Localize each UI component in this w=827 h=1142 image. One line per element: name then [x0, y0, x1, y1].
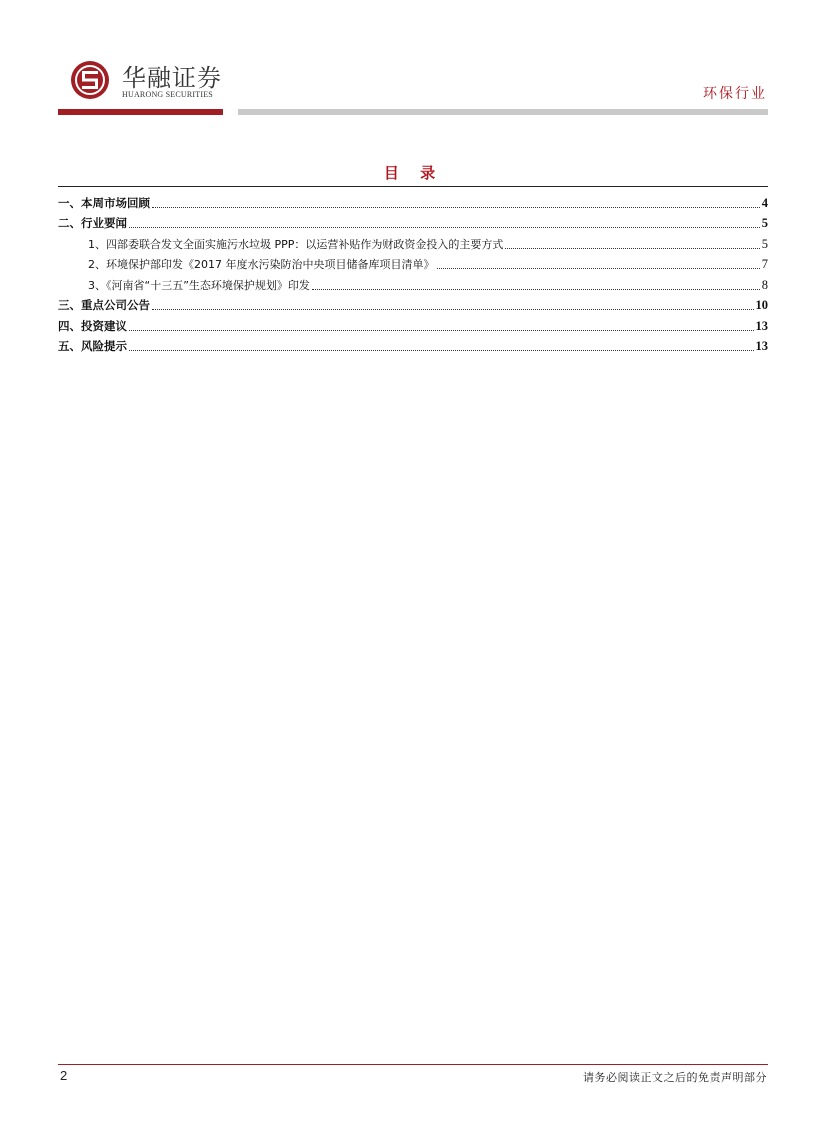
toc-dot-leader: [312, 289, 760, 290]
toc-dot-leader: [437, 268, 760, 269]
toc-dot-leader: [129, 350, 754, 351]
toc-entry-page: 7: [761, 257, 768, 271]
logo-english-name: HUARONG SECURITIES: [122, 90, 213, 99]
disclaimer-note: 请务必阅读正文之后的免责声明部分: [583, 1071, 767, 1084]
footer-divider: [58, 1064, 768, 1065]
toc-entry-page: 4: [761, 195, 768, 210]
toc-dot-leader: [152, 309, 754, 310]
toc-title: 目 录: [383, 164, 444, 182]
header-bar-gray: [238, 109, 768, 115]
page-header: [0, 0, 827, 120]
table-of-contents: [58, 190, 768, 354]
toc-dot-leader: [129, 330, 754, 331]
toc-title-divider: [58, 186, 768, 187]
toc-entry-page: 8: [761, 277, 768, 292]
toc-entry-page: 13: [755, 339, 768, 353]
toc-entry[interactable]: [58, 211, 768, 232]
toc-entry-page: 13: [755, 318, 768, 333]
toc-entry-title: 四、投资建议: [58, 318, 127, 333]
toc-entry-title: 五、风险提示: [58, 339, 127, 353]
toc-dot-leader: [152, 207, 760, 208]
toc-entry-page: 10: [755, 298, 768, 312]
toc-entry[interactable]: [58, 313, 768, 334]
toc-entry-title: 3、《河南省“十三五”生态环境保护规划》印发: [88, 278, 310, 292]
toc-entry-title: 三、重点公司公告: [58, 298, 150, 312]
toc-dot-leader: [129, 227, 760, 228]
toc-entry[interactable]: [58, 190, 768, 211]
logo-chinese-name: 华融证券: [122, 64, 222, 92]
header-bar-gap: [223, 109, 233, 115]
header-bar-red: [58, 109, 223, 115]
toc-entry[interactable]: [58, 293, 768, 314]
huarong-logo-icon: [70, 60, 110, 100]
toc-entry-page: 5: [761, 236, 768, 251]
toc-entry[interactable]: [58, 252, 768, 273]
industry-label: 环保行业: [703, 86, 767, 102]
toc-entry-title: 一、本周市场回顾: [58, 195, 150, 210]
toc-entry[interactable]: [58, 231, 768, 252]
toc-entry[interactable]: [58, 334, 768, 355]
toc-entry-title: 二、行业要闻: [58, 216, 127, 230]
toc-dot-leader: [505, 248, 759, 249]
page-number: 2: [60, 1068, 68, 1083]
toc-entry[interactable]: [58, 272, 768, 293]
company-logo: [70, 60, 230, 106]
toc-entry-title: 1、四部委联合发文全面实施污水垃圾 PPP：以运营补贴作为财政资金投入的主要方式: [88, 237, 504, 251]
toc-entry-page: 5: [761, 216, 768, 230]
toc-entry-title: 2、环境保护部印发《2017 年度水污染防治中央项目储备库项目清单》: [88, 258, 435, 271]
